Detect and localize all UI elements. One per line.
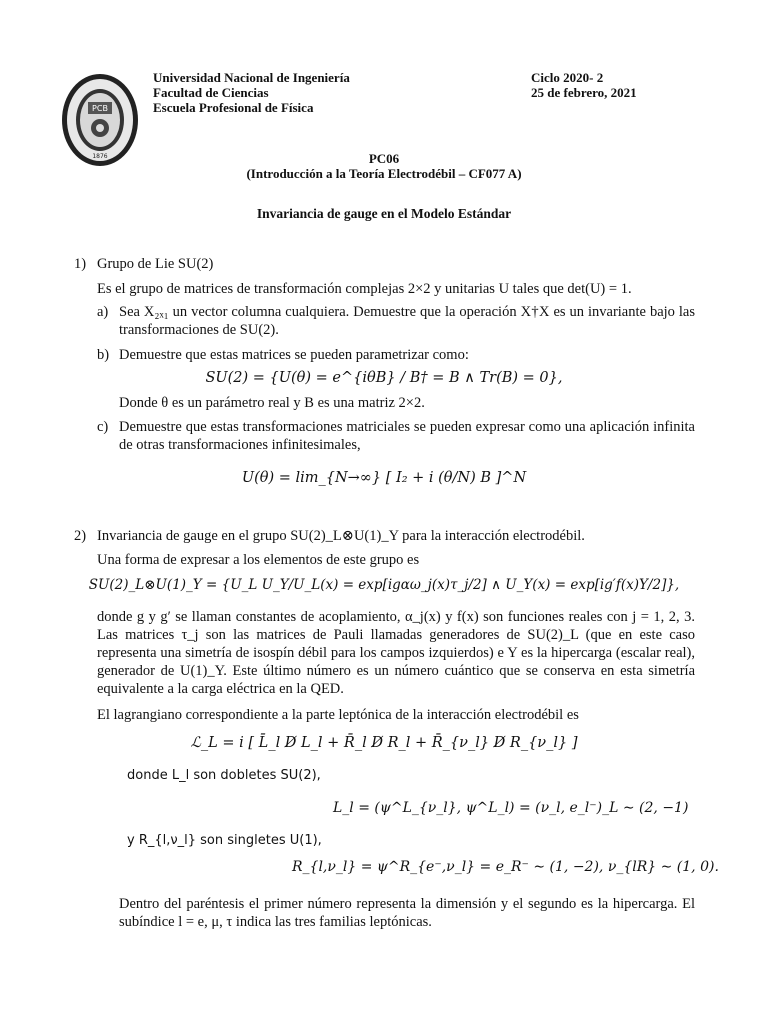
q1-intro: Es el grupo de matrices de transformación complejas 2×2 y unitarias U tales que det(U) = 1. (97, 281, 632, 297)
course-name: (Introducción a la Teoría Electrodébil – CF077 A) (246, 166, 522, 181)
q2-paragraph-1: donde g y g′ se llaman constantes de acoplamiento, α_j(x) y f(x) son funciones reales con j = 1, 2, 3. Las matrices τ_j son las matrices de Pauli llamadas generadores de SU(2)_L (que en este caso representa una simetría de isospín débil para los campos izquierdos) e Y es la hipercarga (escalar real), generador de U(1)_Y. Este último número es un número cuántico que se conserva en esta simetría equivalente a la carga eléctrica en la QED. (97, 609, 695, 697)
svg-text:1876: 1876 (92, 153, 108, 160)
university-name: Universidad Nacional de Ingeniería (153, 70, 350, 85)
date: 25 de febrero, 2021 (531, 85, 637, 100)
q1b-label: b) (97, 347, 110, 363)
faculty-name: Facultad de Ciencias (153, 85, 269, 100)
singlets-text: y R_{l,ν_l} son singletes U(1), (127, 833, 322, 848)
q2-number: 2) (74, 528, 87, 544)
cycle: Ciclo 2020- 2 (531, 70, 604, 85)
q1-heading: Grupo de Lie SU(2) (97, 256, 214, 272)
q1c-text: Demuestre que estas transformaciones matriciales se pueden expresar como una aplicación infinita de otras transformaciones infinitesimales, (119, 419, 695, 453)
q1b-equation: SU(2) = {U(θ) = e^{iθB} / B† = B ∧ Tr(B) = 0}, (205, 370, 563, 386)
q2-intro: Una forma de expresar a los elementos de este grupo es (97, 552, 420, 568)
doublets-text: donde L_l son dobletes SU(2), (127, 768, 321, 783)
q1c-equation: U(θ) = lim_{N→∞} [ I₂ + i (θ/N) B ]^N (241, 470, 527, 486)
school-name: Escuela Profesional de Física (153, 100, 314, 115)
q1b-text: Demuestre que estas matrices se pueden parametrizar como: (119, 347, 469, 363)
q1c-label: c) (97, 419, 109, 435)
svg-text:PCB: PCB (92, 104, 108, 113)
q2-heading: Invariancia de gauge en el grupo SU(2)_L⊗U(1)_Y para la interacción electrodébil. (97, 528, 585, 544)
q2-paragraph-2: El lagrangiano correspondiente a la parte leptónica de la interacción electrodébil es (97, 707, 579, 723)
q1a-text: Sea X₂ₓ₁ un vector columna cualquiera. Demuestre que la operación X†X es un invariante bajo las transformaciones de SU(2). (119, 304, 695, 338)
q1b-where: Donde θ es un parámetro real y B es una matriz 2×2. (119, 395, 425, 411)
exam-code: PC06 (368, 151, 400, 166)
q1a-label: a) (97, 304, 109, 320)
cycle-date-block (531, 70, 637, 100)
topic-title: Invariancia de gauge en el Modelo Estándar (256, 206, 512, 221)
institution-block (153, 70, 350, 115)
lagrangian-equation: ℒ_L = i [ L̄_l D̸ L_l + R̄_l D̸ R_l + R̄_{ν_l} D̸ R_{ν_l} ] (190, 735, 578, 751)
doublet-equation: L_l = (ψ^L_{ν_l}, ψ^L_l) = (ν_l, e_l⁻)_L ∼ (2, −1) (333, 800, 689, 816)
closing-paragraph: Dentro del paréntesis el primer número representa la dimensión y el segundo es la hipercarga. El subíndice l = e, μ, τ indica las tres familias leptónicas. (119, 896, 695, 930)
q1-number: 1) (74, 256, 87, 272)
singlet-equation: R_{l,ν_l} = ψ^R_{e⁻,ν_l} = e_R⁻ ∼ (1, −2), ν_{lR} ∼ (1, 0). (292, 859, 719, 875)
q2-group-equation: SU(2)_L⊗U(1)_Y = {U_L U_Y/U_L(x) = exp[igαω_j(x)τ_j/2] ∧ U_Y(x) = exp[ig′f(x)Y/2]}, (88, 577, 680, 593)
